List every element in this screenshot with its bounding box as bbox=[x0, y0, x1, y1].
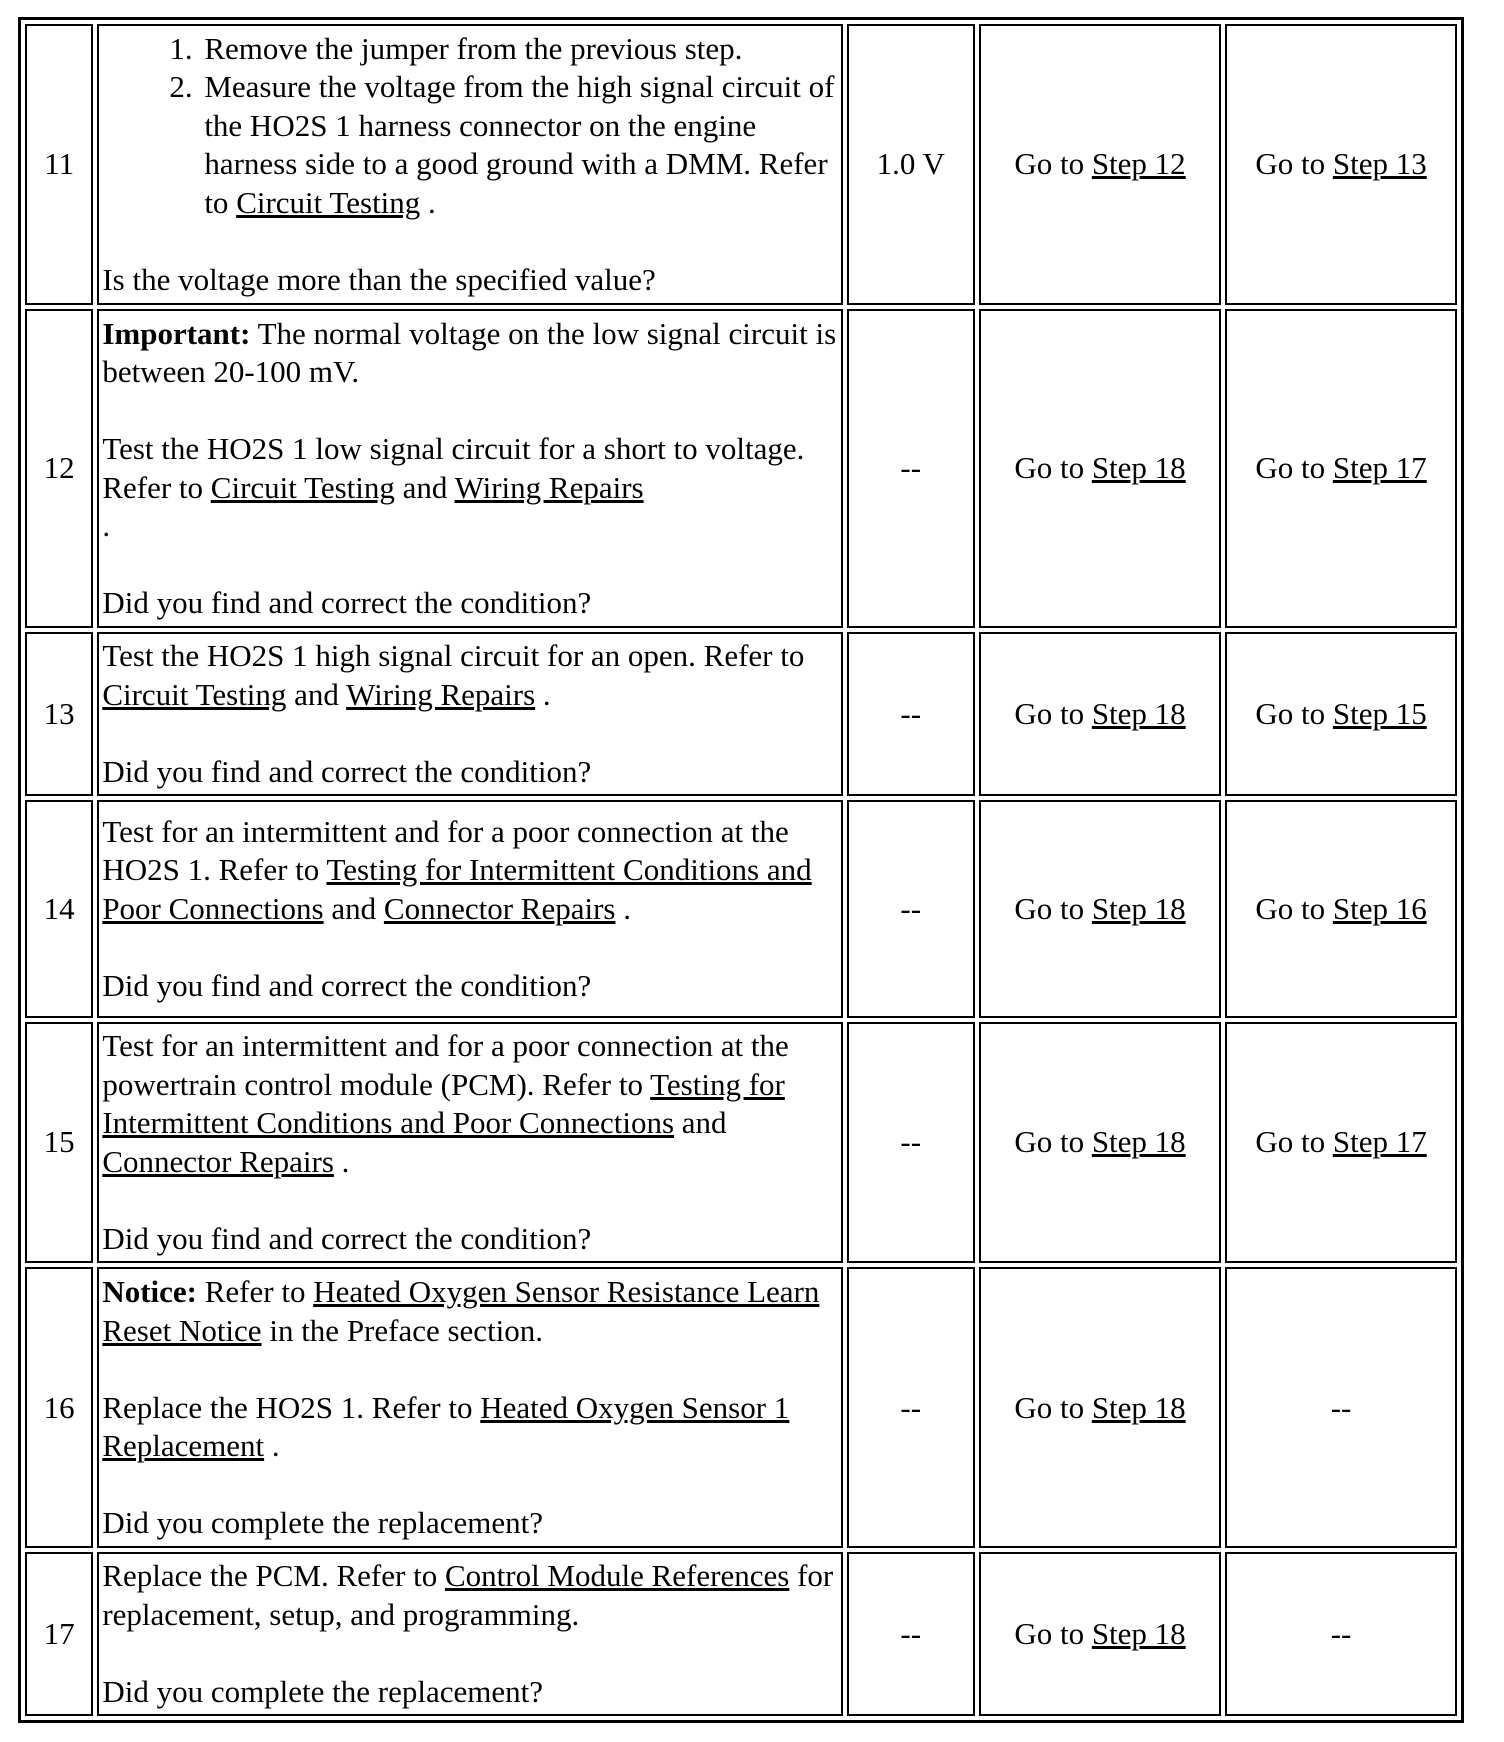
no-action: Go to Step 15 bbox=[1225, 632, 1457, 796]
step-number: 16 bbox=[25, 1267, 93, 1548]
yes-action: Go to Step 12 bbox=[979, 24, 1221, 305]
connector-repairs-link[interactable]: Connector Repairs bbox=[102, 1143, 334, 1179]
specified-value: -- bbox=[847, 1022, 975, 1264]
step-number: 17 bbox=[25, 1552, 93, 1716]
yes-action: Go to Step 18 bbox=[979, 1267, 1221, 1548]
step-link[interactable]: Step 18 bbox=[1091, 1389, 1186, 1425]
question-text: Did you complete the replacement? bbox=[102, 1673, 544, 1709]
yes-action: Go to Step 18 bbox=[979, 309, 1221, 629]
step-link[interactable]: Step 18 bbox=[1091, 890, 1186, 926]
connector-repairs-link[interactable]: Connector Repairs bbox=[383, 890, 616, 926]
specified-value: 1.0 V bbox=[847, 24, 975, 305]
action-cell bbox=[97, 1267, 842, 1548]
important-note: Important: The normal voltage on the low signal circuit is between 20-100 mV. bbox=[102, 315, 837, 389]
step-link[interactable]: Step 18 bbox=[1091, 1124, 1186, 1160]
sensor-replacement-link[interactable]: Heated Oxygen Sensor 1 Replacement bbox=[102, 1389, 790, 1463]
question-text: Did you complete the replacement? bbox=[102, 1505, 544, 1540]
instruction-item: 2. Measure the voltage from the high signal circuit of the HO2S 1 harness connector on the engine harness side to a good ground with a DMM. Refer to Circuit Testing . bbox=[200, 68, 837, 222]
step-link[interactable]: Step 17 bbox=[1332, 1124, 1427, 1160]
yes-action: Go to Step 18 bbox=[979, 1022, 1221, 1264]
step-link[interactable]: Step 15 bbox=[1332, 696, 1427, 731]
specified-value: -- bbox=[847, 800, 975, 1017]
table-row bbox=[25, 1552, 1457, 1716]
step-link[interactable]: Step 18 bbox=[1091, 1615, 1186, 1651]
action-cell bbox=[97, 1552, 842, 1716]
wiring-repairs-link[interactable]: Wiring Repairs bbox=[346, 676, 536, 712]
notice-text: Notice: Refer to Heated Oxygen Sensor Resistance Learn Reset Notice in the Preface section. bbox=[102, 1274, 820, 1348]
yes-action: Go to Step 18 bbox=[979, 632, 1221, 796]
step-number: 15 bbox=[25, 1022, 93, 1264]
question-text: Did you find and correct the condition? bbox=[102, 753, 592, 789]
yes-action: Go to Step 18 bbox=[979, 1552, 1221, 1716]
step-link[interactable]: Step 18 bbox=[1091, 450, 1186, 486]
instruction-list bbox=[102, 30, 837, 223]
action-cell bbox=[97, 800, 842, 1017]
instruction-text: Replace the PCM. Refer to Control Module References for replacement, setup, and programming. bbox=[102, 1558, 834, 1632]
specified-value: -- bbox=[847, 632, 975, 796]
intermittent-conditions-link[interactable]: Testing for Intermittent Conditions and Poor Connections bbox=[102, 1066, 785, 1141]
yes-action: Go to Step 18 bbox=[979, 800, 1221, 1017]
step-link[interactable]: Step 17 bbox=[1332, 450, 1427, 486]
step-link[interactable]: Step 18 bbox=[1091, 696, 1186, 731]
instruction-text: Test for an intermittent and for a poor connection at the HO2S 1. Refer to Testing for Intermittent Conditions and Poor Connections and Connector Repairs . bbox=[102, 813, 812, 926]
table-row bbox=[25, 632, 1457, 796]
table-row bbox=[25, 800, 1457, 1017]
no-action: Go to Step 16 bbox=[1225, 800, 1457, 1017]
step-number: 12 bbox=[25, 309, 93, 629]
specified-value: -- bbox=[847, 1267, 975, 1548]
instruction-text: Test the HO2S 1 high signal circuit for an open. Refer to Circuit Testing and Wiring Repairs . bbox=[102, 638, 805, 712]
instruction-text: Test the HO2S 1 low signal circuit for a short to voltage. Refer to Circuit Testing and Wiring Repairs . bbox=[102, 431, 805, 543]
instruction-text: Replace the HO2S 1. Refer to Heated Oxygen Sensor 1 Replacement . bbox=[102, 1389, 790, 1463]
table-row bbox=[25, 1267, 1457, 1548]
circuit-testing-link[interactable]: Circuit Testing bbox=[102, 676, 287, 712]
step-link[interactable]: Step 13 bbox=[1332, 146, 1427, 182]
circuit-testing-link[interactable]: Circuit Testing bbox=[210, 469, 395, 505]
question-text: Is the voltage more than the specified value? bbox=[102, 261, 656, 297]
step-number: 13 bbox=[25, 632, 93, 796]
wiring-repairs-link[interactable]: Wiring Repairs bbox=[454, 469, 644, 505]
action-cell bbox=[97, 309, 842, 629]
action-cell bbox=[97, 24, 842, 305]
table-row bbox=[25, 309, 1457, 629]
instruction-item: 1. Remove the jumper from the previous step. bbox=[200, 30, 837, 69]
intermittent-conditions-link[interactable]: Testing for Intermittent Conditions and Poor Connections bbox=[102, 852, 812, 926]
table-row bbox=[25, 1022, 1457, 1264]
specified-value: -- bbox=[847, 1552, 975, 1716]
step-number: 11 bbox=[25, 24, 93, 305]
step-number: 14 bbox=[25, 800, 93, 1017]
no-action: -- bbox=[1225, 1267, 1457, 1548]
step-link[interactable]: Step 12 bbox=[1091, 146, 1186, 182]
question-text: Did you find and correct the condition? bbox=[102, 967, 592, 1003]
action-cell bbox=[97, 632, 842, 796]
step-link[interactable]: Step 16 bbox=[1332, 890, 1427, 926]
question-text: Did you find and correct the condition? bbox=[102, 585, 592, 620]
instruction-text: Test for an intermittent and for a poor connection at the powertrain control module (PCM). Refer to Testing for Intermittent Conditions and Poor Connections and Connector Repairs . bbox=[102, 1028, 789, 1179]
specified-value: -- bbox=[847, 309, 975, 629]
no-action: -- bbox=[1225, 1552, 1457, 1716]
question-text: Did you find and correct the condition? bbox=[102, 1220, 592, 1256]
table-row bbox=[25, 24, 1457, 305]
diagnostic-steps-table bbox=[18, 17, 1464, 1723]
circuit-testing-link[interactable]: Circuit Testing bbox=[236, 184, 421, 220]
no-action: Go to Step 13 bbox=[1225, 24, 1457, 305]
resistance-learn-reset-link[interactable]: Heated Oxygen Sensor Resistance Learn Reset Notice bbox=[102, 1274, 820, 1348]
control-module-references-link[interactable]: Control Module References bbox=[444, 1558, 790, 1594]
action-cell bbox=[97, 1022, 842, 1264]
no-action: Go to Step 17 bbox=[1225, 1022, 1457, 1264]
no-action: Go to Step 17 bbox=[1225, 309, 1457, 629]
